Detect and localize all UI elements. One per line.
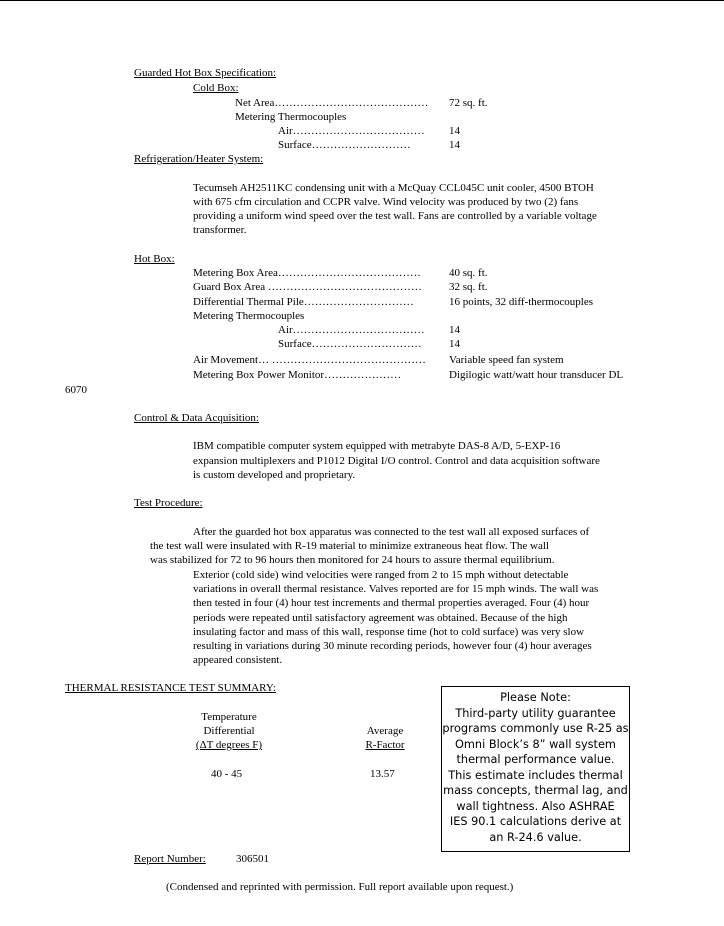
refrigeration-heading: Refrigeration/Heater System:	[134, 153, 264, 165]
procedure-line: After the guarded hot box apparatus was connected to the test wall all exposed surfaces of	[193, 526, 590, 538]
procedure-heading: Test Procedure:	[134, 497, 203, 509]
note-line: IES 90.1 calculations derive at	[449, 815, 622, 828]
note-line: an R-24.6 value.	[489, 830, 582, 844]
control-line: expansion multiplexers and P1012 Digital I/O control. Control and data acquisition software	[193, 455, 600, 467]
hot-power-label: Metering Box Power Monitor…………………	[193, 369, 402, 381]
summary-col2-header: Average	[366, 725, 404, 737]
cold-air-value: 14	[449, 125, 460, 137]
cold-net-area-label: Net Area……………………………………	[235, 97, 429, 109]
hot-pile-label: Differential Thermal Pile…………………………	[193, 296, 414, 308]
hot-metering-area-value: 40 sq. ft.	[449, 267, 488, 279]
hot-surface-value: 14	[449, 338, 460, 350]
note-line: programs commonly use R-25 as	[442, 722, 629, 735]
procedure-line: then tested in four (4) hour test increments and thermal properties averaged. Four (4) hour	[193, 597, 590, 609]
cold-surface-value: 14	[449, 139, 460, 151]
summary-heading: THERMAL RESISTANCE TEST SUMMARY:	[65, 682, 276, 694]
hot-movement-label: Air Movement… ……………………………………	[193, 354, 426, 366]
control-line: IBM compatible computer system equipped with metrabyte DAS-8 A/D, 5-EXP-16	[193, 440, 561, 452]
hot-metering-label: Metering Thermocouples	[193, 310, 305, 322]
page-top-rule	[0, 0, 724, 1]
cold-air-label: Air………………………………	[278, 125, 425, 137]
footer-note: (Condensed and reprinted with permission. Full report available upon request.)	[166, 881, 514, 893]
summary-col2-value: 13.57	[370, 768, 395, 780]
hot-air-label: Air………………………………	[278, 324, 425, 336]
note-line: Please Note:	[500, 691, 571, 704]
control-heading: Control & Data Acquisition:	[134, 412, 259, 424]
hot-guard-area-value: 32 sq. ft.	[449, 281, 488, 293]
procedure-line: the test wall were insulated with R-19 material to minimize extraneous heat flow. The wall	[150, 540, 549, 552]
note-line: Omni Block’s 8” wall system	[455, 737, 616, 751]
hot-air-value: 14	[449, 324, 460, 336]
procedure-line: resulting in variations during 30 minute recording periods, however four (4) hour averages	[193, 640, 592, 652]
hot-surface-label: Surface…………………………	[278, 338, 422, 350]
cold-net-area-value: 72 sq. ft.	[449, 97, 488, 109]
procedure-line: appeared consistent.	[193, 654, 283, 666]
procedure-line: periods were repeated until satisfactory agreement was obtained. Because of the high	[193, 612, 568, 624]
report-number-value: 306501	[236, 853, 269, 865]
hot-pile-value: 16 points, 32 diff-thermocouples	[449, 296, 593, 308]
procedure-line: Exterior (cold side) wind velocities were ranged from 2 to 15 mph without detectable	[193, 569, 569, 581]
hot-guard-area-label: Guard Box Area ……………………………………	[193, 281, 422, 293]
summary-col2-header: R-Factor	[365, 739, 405, 751]
refrigeration-line: with 675 cfm circulation and CCPR valve. Wind velocity was produced by two (2) fans	[193, 196, 579, 208]
procedure-line: was stabilized for 72 to 96 hours then monitored for 24 hours to assure thermal equilibrium.	[150, 554, 555, 566]
note-line: wall tightness. Also ASHRAE	[456, 799, 615, 813]
summary-col1-header: (ΔT degrees F)	[195, 739, 263, 751]
report-number-label: Report Number:	[134, 853, 206, 865]
summary-col1-header: Differential	[203, 725, 255, 737]
summary-col1-header: Temperature	[201, 711, 257, 723]
note-line: Third-party utility guarantee	[455, 706, 616, 720]
refrigeration-line: providing a uniform wind speed over the test wall. Fans are controlled by a variable voltage	[193, 210, 597, 222]
summary-col1-value: 40 - 45	[211, 768, 243, 780]
control-line: is custom developed and proprietary.	[193, 469, 356, 481]
hot-power-value: Digilogic watt/watt hour transducer DL	[449, 369, 624, 381]
hot-metering-area-label: Metering Box Area…………………………………	[193, 267, 421, 279]
hot-box-heading: Hot Box:	[134, 253, 175, 265]
please-note-box	[441, 686, 630, 852]
spec-heading: Guarded Hot Box Specification:	[134, 67, 277, 79]
note-line: This estimate includes thermal	[448, 768, 623, 782]
refrigeration-line: Tecumseh AH2511KC condensing unit with a McQuay CCL045C unit cooler, 4500 BTOH	[193, 182, 594, 194]
cold-box-heading: Cold Box:	[193, 82, 239, 94]
hot-movement-value: Variable speed fan system	[449, 354, 564, 366]
refrigeration-line: transformer.	[193, 224, 247, 236]
procedure-line: variations in overall thermal resistance. Valves reported are for 15 mph winds. The wall was	[193, 583, 599, 595]
note-line: thermal performance value.	[456, 753, 615, 766]
note-line: mass concepts, thermal lag, and	[443, 784, 628, 797]
hot-power-value-cont: 6070	[65, 384, 87, 396]
cold-surface-label: Surface………………………	[278, 139, 411, 151]
cold-metering-label: Metering Thermocouples	[235, 111, 347, 123]
procedure-line: insulating factor and mass of this wall, response time (hot to cold surface) was very slow	[193, 626, 585, 638]
